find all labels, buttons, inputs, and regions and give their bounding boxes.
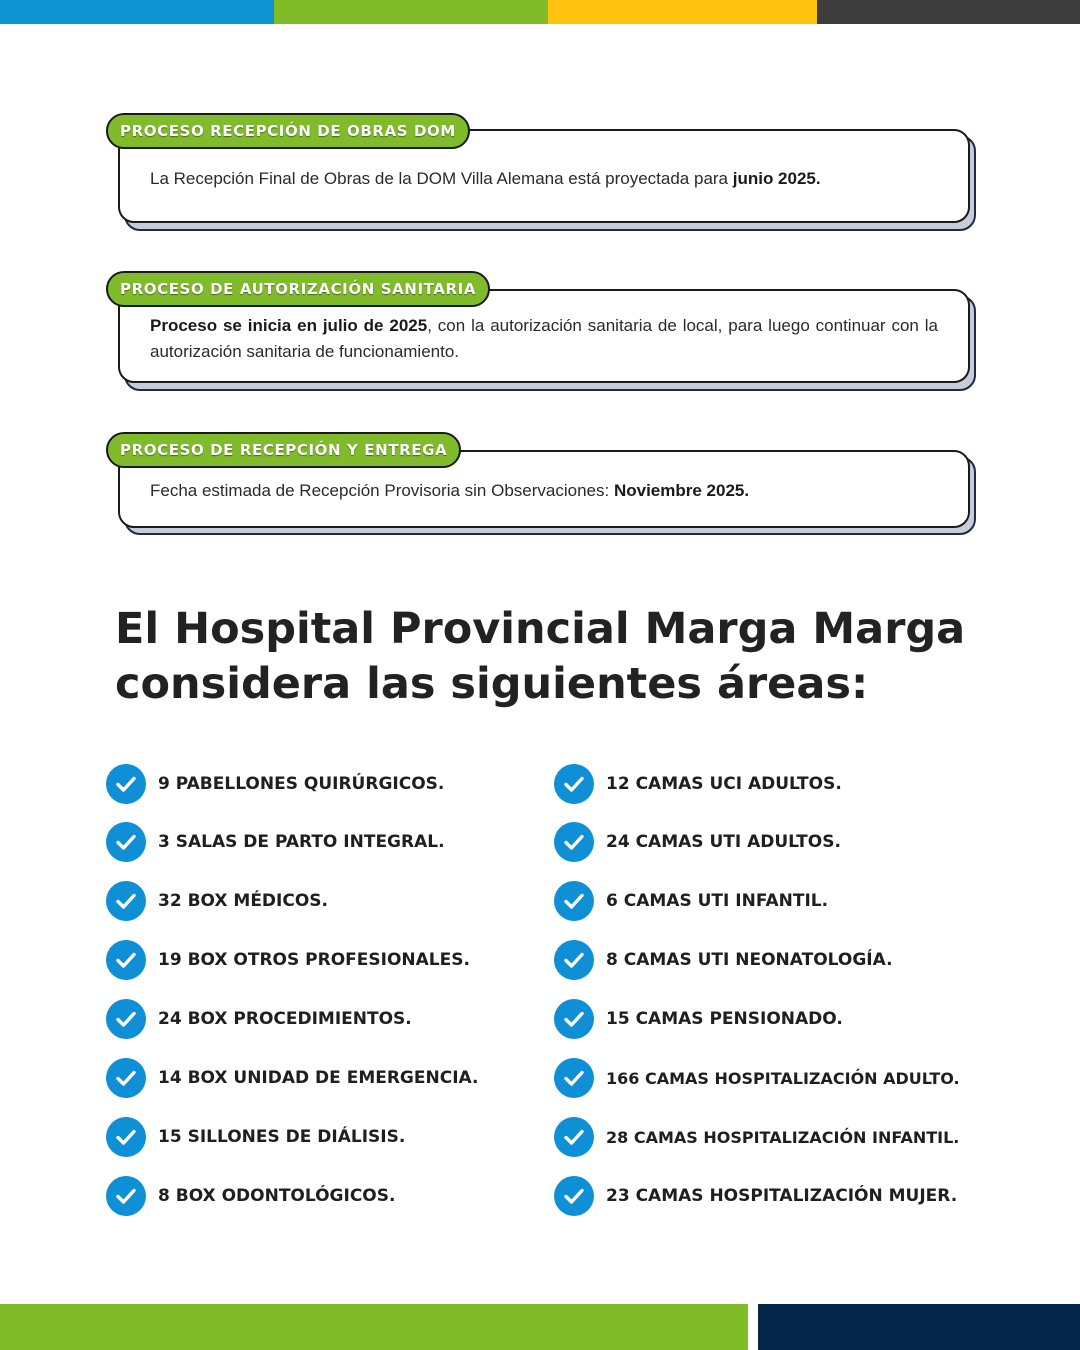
process-tag [106,432,461,468]
area-label: 8 BOX ODONTOLÓGICOS. [158,1186,396,1206]
list-item [554,1117,959,1157]
list-item [106,881,328,921]
check-circle-icon [106,822,146,862]
top-color-bar [0,0,1080,24]
check-circle-icon [554,999,594,1039]
check-circle-icon [554,1058,594,1098]
top-bar-blue [0,0,274,24]
area-label: 8 CAMAS UTI NEONATOLOGÍA. [606,950,893,970]
process-card-recepcion-entrega [106,432,976,535]
list-item [106,999,412,1039]
list-item [554,881,828,921]
list-item [106,1117,405,1157]
area-label: 24 CAMAS UTI ADULTOS. [606,832,841,852]
process-card-obras-dom [106,113,976,231]
area-label: 6 CAMAS UTI INFANTIL. [606,891,829,911]
process-tag-label: PROCESO DE AUTORIZACIÓN SANITARIA [120,280,477,298]
process-tag-label: PROCESO RECEPCIÓN DE OBRAS DOM [120,122,456,140]
list-item [106,940,470,980]
process-tag [106,271,490,307]
process-tag [106,113,470,149]
check-circle-icon [106,881,146,921]
area-label: 32 BOX MÉDICOS. [158,891,328,911]
check-circle-icon [106,1058,146,1098]
check-circle-icon [554,940,594,980]
area-label: 28 CAMAS HOSPITALIZACIÓN INFANTIL. [606,1127,960,1147]
heading-line-1: El Hospital Provincial Marga Marga [115,604,966,654]
check-circle-icon [106,764,146,804]
check-circle-icon [554,1117,594,1157]
top-bar-yellow [548,0,817,24]
list-item [106,764,444,804]
bottom-bar-navy [758,1304,1080,1350]
check-circle-icon [106,1117,146,1157]
area-label: 12 CAMAS UCI ADULTOS. [606,774,842,794]
areas-heading [115,602,1015,712]
heading-line-2: considera las siguientes áreas: [115,659,869,709]
bottom-color-bar [0,1304,1080,1350]
list-item [554,1058,960,1098]
check-circle-icon [554,764,594,804]
area-label: 9 PABELLONES QUIRÚRGICOS. [158,774,445,794]
process-tag-label: PROCESO DE RECEPCIÓN Y ENTREGA [120,441,448,459]
area-label: 24 BOX PROCEDIMIENTOS. [158,1009,412,1029]
area-label: 23 CAMAS HOSPITALIZACIÓN MUJER. [606,1186,958,1206]
list-item [554,940,893,980]
process-description: Proceso se inicia en julio de 2025, con la autorización sanitaria de local, para luego continuar con la autorización sanitaria de funcionamiento. [150,316,939,361]
bottom-bar-green [0,1304,748,1350]
list-item [554,1176,957,1216]
process-description: La Recepción Final de Obras de la DOM Villa Alemana está proyectada para junio 2025. [150,169,821,188]
top-bar-dark [817,0,1080,24]
list-item [106,1058,478,1098]
list-item [106,1176,395,1216]
top-bar-green [274,0,548,24]
area-label: 15 CAMAS PENSIONADO. [606,1009,843,1029]
list-item [106,822,445,862]
check-circle-icon [106,940,146,980]
list-item [554,822,841,862]
area-label: 14 BOX UNIDAD DE EMERGENCIA. [158,1068,479,1088]
check-circle-icon [106,1176,146,1216]
area-label: 19 BOX OTROS PROFESIONALES. [158,950,470,970]
list-item [554,764,842,804]
area-label: 15 SILLONES DE DIÁLISIS. [158,1127,406,1147]
process-description: Fecha estimada de Recepción Provisoria sin Observaciones: Noviembre 2025. [150,481,750,500]
area-label: 166 CAMAS HOSPITALIZACIÓN ADULTO. [606,1068,960,1088]
check-circle-icon [554,822,594,862]
check-circle-icon [554,881,594,921]
check-circle-icon [106,999,146,1039]
area-label: 3 SALAS DE PARTO INTEGRAL. [158,832,445,852]
list-item [554,999,843,1039]
process-card-autorizacion-sanitaria [106,271,976,391]
check-circle-icon [554,1176,594,1216]
